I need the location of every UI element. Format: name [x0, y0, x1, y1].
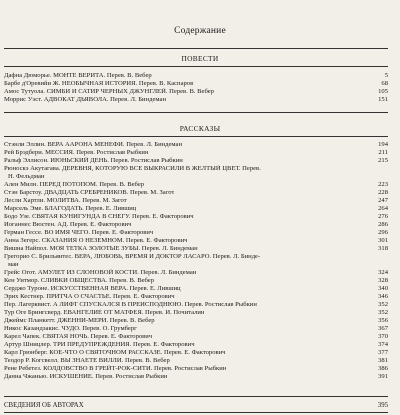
entry-title: Грегорио С. Брильянтес. ВЕРА, ЛЮБОВЬ, ВРЕМЯ И ДОКТОР ЛАСАРО. Перев. Л. Бинде- — [4, 253, 261, 260]
entry-page-number: 301 — [378, 237, 388, 244]
entry-page-number: 391 — [378, 373, 388, 380]
entry-title: Стэн Барстоу. ДВАДЦАТЬ СРЕБРЕНИКОВ. Перев. М. Загот — [4, 189, 175, 196]
entry-page-number: 296 — [378, 229, 388, 236]
entry-page-number: 151 — [378, 96, 388, 103]
entry-page-number: 328 — [378, 277, 388, 284]
entry-page-number: 374 — [378, 341, 388, 348]
entry-page-number: 286 — [378, 221, 388, 228]
entry-page-number: 352 — [378, 301, 388, 308]
section-heading-rasskazy: РАССКАЗЫ — [179, 124, 221, 133]
entry-page-number: 356 — [378, 317, 388, 324]
entry-title: Никос Казандзакис. ЧУДО. Перев. О. Грумберг — [4, 325, 137, 332]
entry-title: Анна Зегерс. СКАЗАНИЯ О НЕЗЕМНОМ. Перев. Е. Факторович — [4, 237, 188, 244]
entry-page-number: 215 — [378, 157, 388, 164]
entry-page-number: 340 — [378, 285, 388, 292]
entry-title: Дафна Дюморье. МОНТЕ ВЕРИТА. Перев. В. Вебер — [4, 72, 152, 79]
entry-title: Моррис Уэст. АДВОКАТ ДЬЯВОЛА. Перев. Л. Биндеман — [4, 96, 166, 103]
page-title: Содержание — [174, 26, 226, 36]
entry-title: Лесли Хартли. МОЛИТВА. Перев. М. Загот — [4, 197, 127, 204]
entry-continuation: Н. Фельдман — [8, 173, 45, 180]
entry-title: Иоганнес Вюстен. АД. Перев. Е. Факторович — [4, 221, 132, 228]
entry-page-number: 318 — [378, 245, 388, 252]
entry-page-number: 367 — [378, 325, 388, 332]
entry-page-number: 228 — [378, 189, 388, 196]
entry-page-number: 211 — [378, 149, 388, 156]
entry-title: Серджо Туроне. ИСКУССТВЕННАЯ ВЕРА. Перев. Е. Лившиц — [4, 285, 181, 292]
entry-title: Данна Чжанью. ИСКУШЕНИЕ. Перев. Ростислав Рыбкин — [4, 373, 168, 380]
entry-page-number: 247 — [378, 197, 388, 204]
entry-title: Рюноскэ Акутагава. ДЕРЕВНЯ, КОТОРУЮ ВСЕ ВЫКРАСИЛИ В ЖЕЛТЫЙ ЦВЕТ. Перев. — [4, 165, 261, 172]
entry-page-number: 223 — [378, 181, 388, 188]
entry-title: Рей Брэдбери. МЕССИЯ. Перев. Ростислав Рыбкин — [4, 149, 149, 156]
entry-title: Теодор Р. Когсвелл. ВЫ ЗНАЕТЕ ВИЛЛИ. Перев. В. Вебер — [4, 357, 170, 364]
entry-title: Кен Уитмор. СЛИВКИ ОБЩЕСТВА. Перев. В. Вебер — [4, 277, 155, 284]
footer-title: СВЕДЕНИЯ ОБ АВТОРАХ — [4, 402, 84, 409]
entry-page-number: 381 — [378, 357, 388, 364]
entry-title: Пер. Лагерквист. А ЛИФТ СПУСКАЛСЯ В ПРЕИСПОДНЮЮ. Перев. Ростислав Рыбкин — [4, 301, 257, 308]
entry-title: Барбе д'Оревийи Ж. НЕОБЫЧНАЯ ИСТОРИЯ. Перев. В. Каспаров — [4, 80, 194, 87]
entry-title: Карл Грюнберг. КОЕ-ЧТО О СВЯТОЧНОМ РАССКАЗЕ. Перев. Е. Факторович — [4, 349, 226, 356]
divider — [4, 66, 388, 67]
entry-title: Тур Оге Брингсверд. ЕВАНГЕЛИЕ ОТ МАТФЕЯ. Перев. И. Почиталин — [4, 309, 205, 316]
entry-title: Грейс Огот. АМУЛЕТ ИЗ СЛОНОВОЙ КОСТИ. Перев. Л. Биндеман — [4, 269, 197, 276]
divider — [4, 48, 388, 49]
entry-page-number: 276 — [378, 213, 388, 220]
section-heading-povesti: ПОВЕСТИ — [181, 54, 219, 63]
entry-title: Артур Шницлер. ТРИ ПРЕДУПРЕЖДЕНИЯ. Перев. Е. Факторович — [4, 341, 195, 348]
entry-page-number: 68 — [381, 80, 388, 87]
divider — [4, 412, 388, 413]
entry-title: Вишна Найпол. МОЯ ТЕТКА ЗОЛОТЫЕ ЗУБЫ. Перев. Л. Биндеман — [4, 245, 198, 252]
entry-title: Стэнли Эллин. ВЕРА ААРОНА МЕНЕФИ. Перев. Л. Биндеман — [4, 141, 182, 148]
divider — [4, 136, 388, 137]
entry-title: Бодо Узе. СВЯТАЯ КУНИГУНДА В СНЕГУ. Перев. Е. Факторович — [4, 213, 194, 220]
entry-title: Герман Гессе. ВО ИМЯ ЧЕГО. Перев. Е. Факторович — [4, 229, 154, 236]
entry-title: Марсель Эме. БЛАГОДАТЬ. Перев. Е. Лившиц — [4, 205, 137, 212]
entry-page-number: 194 — [378, 141, 388, 148]
toc-footer-entry — [4, 402, 388, 409]
entry-page-number: 5 — [384, 72, 388, 79]
footer-page-number: 395 — [377, 402, 388, 409]
entry-title: Джеймс Планкетт. ДЖЕННИ-МЕРИ. Перев. В. Вебер — [4, 317, 155, 324]
entry-page-number: 264 — [378, 205, 388, 212]
entry-page-number: 324 — [378, 269, 388, 276]
entry-page-number: 386 — [378, 365, 388, 372]
entry-title: Эрих Кестнер. ПРИТЧА О СЧАСТЬЕ. Перев. Е. Факторович — [4, 293, 175, 300]
entry-page-number: 377 — [378, 349, 388, 356]
entry-page-number: 105 — [378, 88, 388, 95]
divider — [4, 112, 388, 113]
entry-page-number: 346 — [378, 293, 388, 300]
entry-title: Ральф Эллисон. ИЮНЬСКИЙ ДЕНЬ. Перев. Ростислав Рыбкин — [4, 157, 183, 164]
entry-page-number: 352 — [378, 309, 388, 316]
entry-title: Карел Чапек. СВЯТАЯ НОЧЬ. Перев. Е. Факторович — [4, 333, 153, 340]
entry-title: Амос Тутуола. СИМБИ И САТИР ЧЕРНЫХ ДЖУНГЛЕЙ. Перев. В. Вебер — [4, 88, 214, 95]
entry-continuation: ман — [8, 261, 19, 268]
divider — [4, 396, 388, 397]
entry-title: Ален Милн. ПЕРЕД ПОТОПОМ. Перев. В. Вебер — [4, 181, 145, 188]
entry-title: Рене Ребетез. КОЛДОВСТВО В ГРЕЙТ-РОК-СИТИ. Перев. Ростислав Рыбкин — [4, 365, 227, 372]
entry-page-number: 370 — [378, 333, 388, 340]
